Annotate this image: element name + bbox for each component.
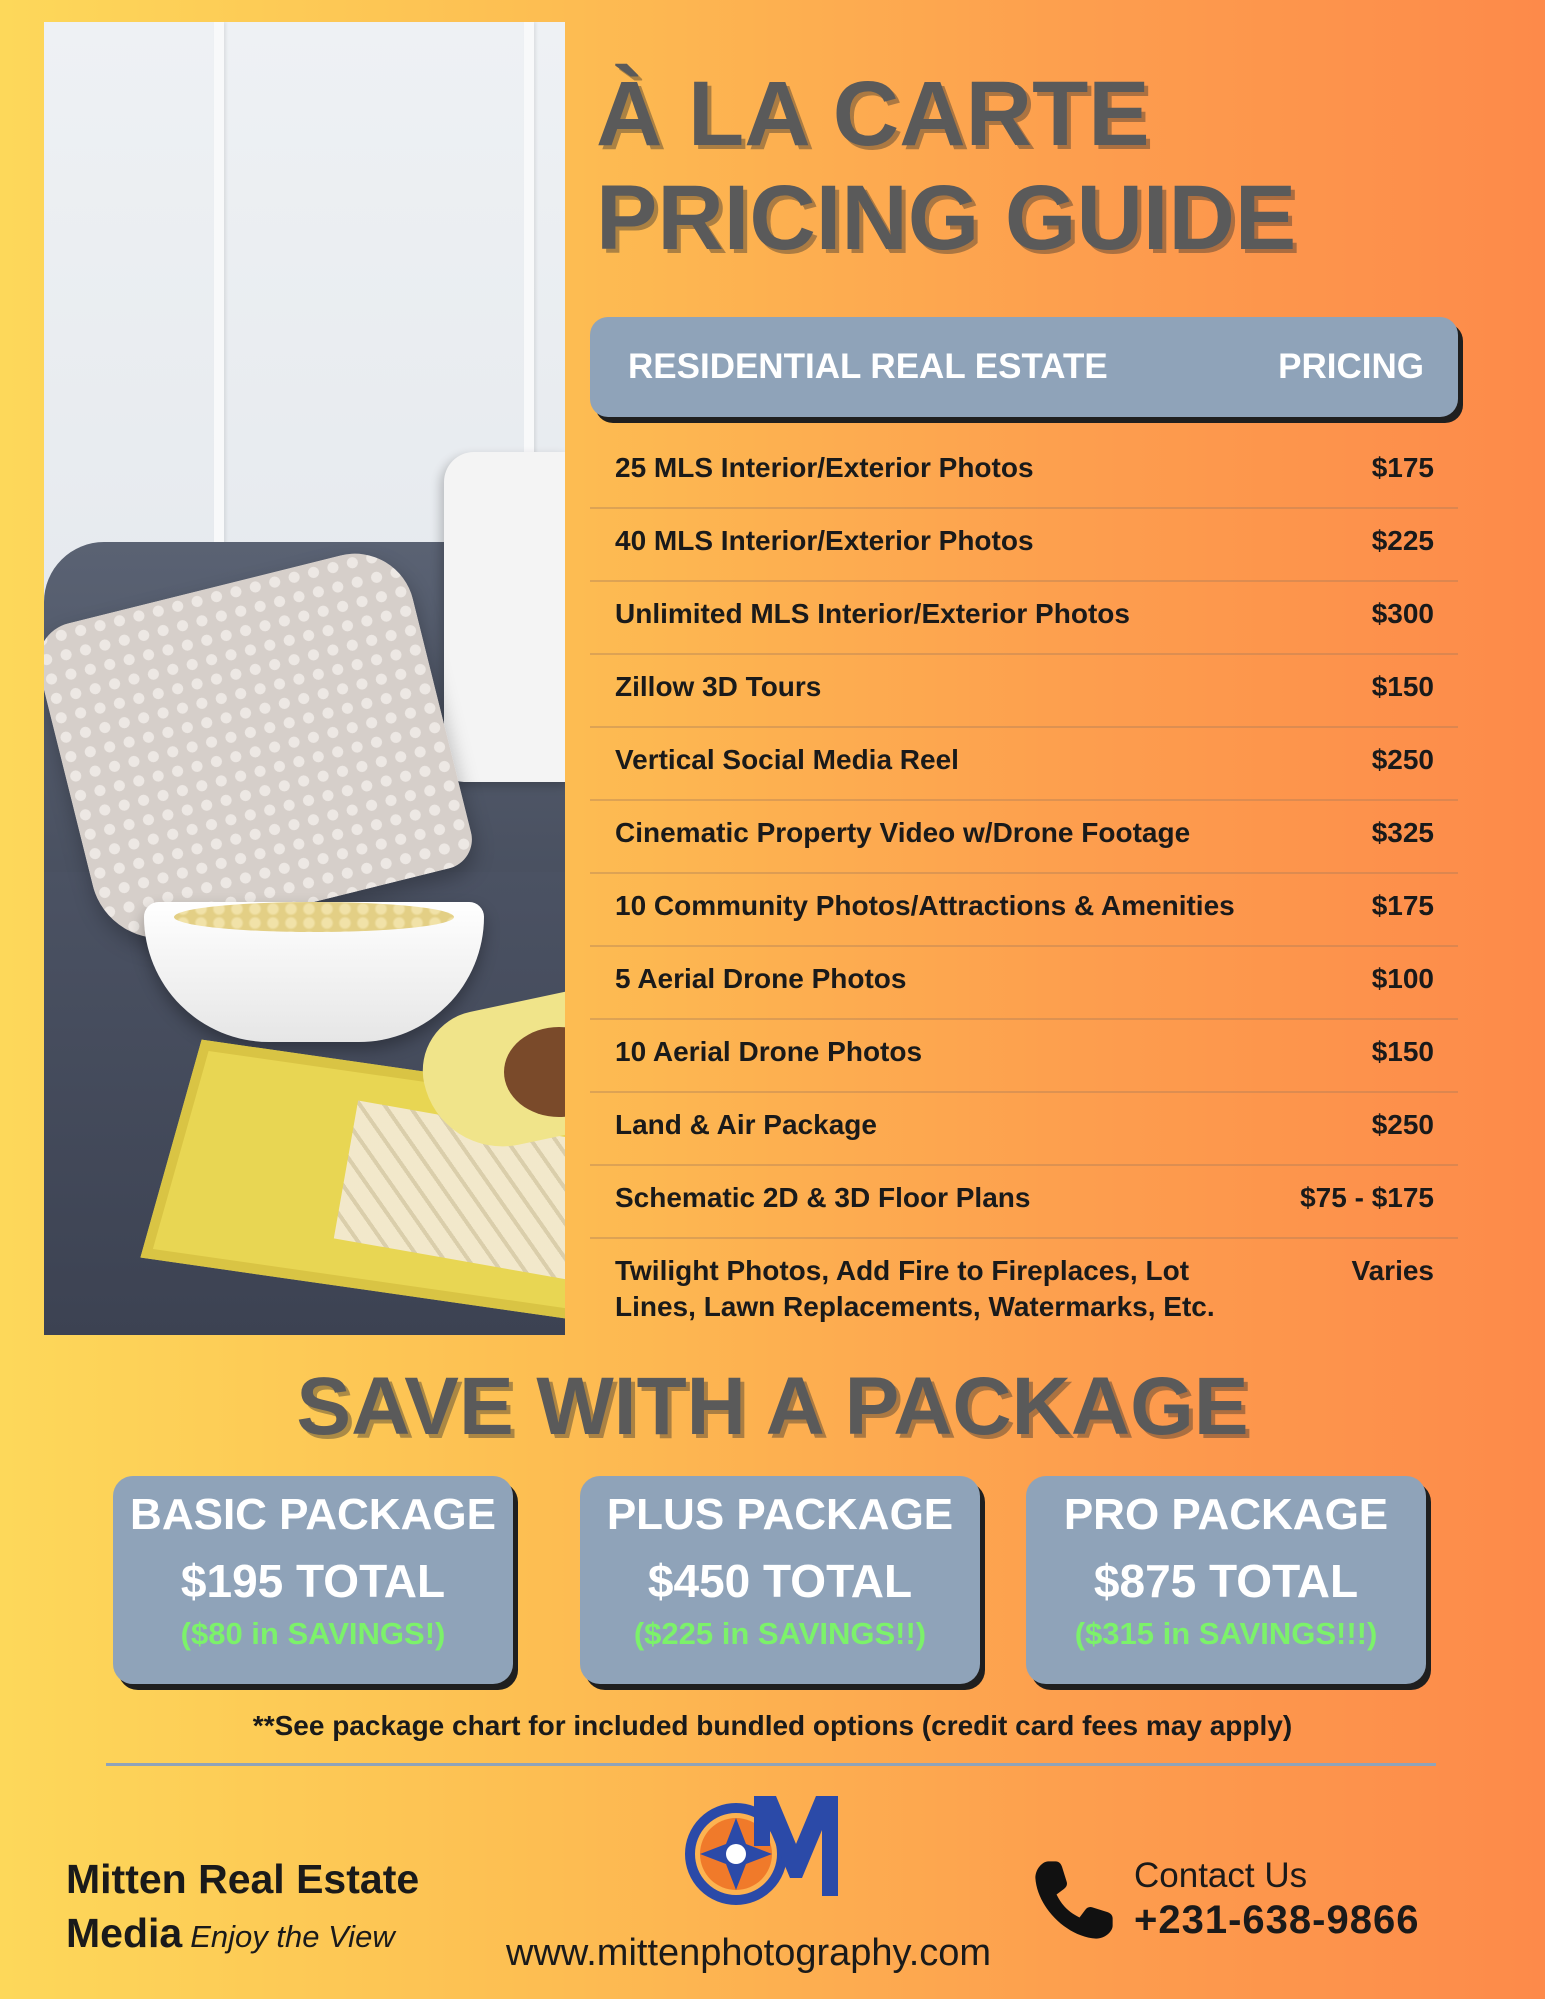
divider <box>106 1763 1436 1766</box>
service-label: Land & Air Package <box>615 1109 877 1140</box>
package-name: PRO PACKAGE <box>1063 1490 1389 1539</box>
service-label: 25 MLS Interior/Exterior Photos <box>615 452 1034 483</box>
package-total: $195 TOTAL <box>180 1555 446 1607</box>
save-heading: SAVE WITH A PACKAGE <box>296 1361 1249 1452</box>
service-label: 10 Aerial Drone Photos <box>615 1036 923 1067</box>
service-label: Vertical Social Media Reel <box>615 744 959 775</box>
pricing-table-header <box>590 317 1458 417</box>
plus-package-card <box>580 1476 980 1684</box>
table-row <box>590 947 1458 1020</box>
service-price: $75 - $175 <box>1300 1182 1434 1213</box>
camera-aperture-logo-icon <box>684 1786 856 1906</box>
title-line-1: À LA CARTE <box>596 63 1150 165</box>
service-label: Unlimited MLS Interior/Exterior Photos <box>615 598 1130 629</box>
hero-photo <box>44 22 565 1335</box>
header-pricing: PRICING <box>1278 347 1424 386</box>
service-label: 10 Community Photos/Attractions & Amenities <box>615 890 1235 921</box>
package-savings: ($315 in SAVINGS!!!) <box>1074 1616 1378 1651</box>
service-label: Twilight Photos, Add Fire to Fireplaces, Lot Lines, Lawn Replacements, Watermarks, Etc. <box>615 1255 1215 1322</box>
package-total: $875 TOTAL <box>1093 1555 1359 1607</box>
package-savings: ($225 in SAVINGS!!) <box>633 1616 927 1651</box>
table-row <box>590 801 1458 874</box>
brand-name <box>66 1852 419 1964</box>
table-row <box>590 582 1458 655</box>
package-name: BASIC PACKAGE <box>130 1490 496 1539</box>
package-total: $450 TOTAL <box>647 1555 913 1607</box>
service-price: $225 <box>1371 525 1434 556</box>
service-label: Schematic 2D & 3D Floor Plans <box>615 1182 1031 1213</box>
table-row <box>590 1093 1458 1166</box>
table-row <box>590 728 1458 801</box>
basic-package-card <box>113 1476 513 1684</box>
service-label: 5 Aerial Drone Photos <box>615 963 907 994</box>
phone-number[interactable]: +231-638-9866 <box>1134 1898 1420 1942</box>
service-price: $300 <box>1371 598 1434 629</box>
contact-label: Contact Us <box>1134 1856 1308 1895</box>
pricing-table <box>590 436 1458 1339</box>
table-row <box>590 436 1458 509</box>
package-note: **See package chart for included bundled options (credit card fees may apply) <box>252 1710 1293 1741</box>
service-price: $175 <box>1371 452 1434 483</box>
table-row <box>590 874 1458 947</box>
service-price: $150 <box>1371 671 1434 702</box>
brand-line-2: Media <box>66 1910 183 1956</box>
service-price: Varies <box>1351 1255 1434 1286</box>
package-name: PLUS PACKAGE <box>606 1490 954 1539</box>
service-label: Zillow 3D Tours <box>615 671 822 702</box>
service-price: $175 <box>1371 890 1434 921</box>
phone-icon <box>1028 1854 1120 1946</box>
service-label: 40 MLS Interior/Exterior Photos <box>615 525 1034 556</box>
table-row <box>590 1020 1458 1093</box>
pro-package-card <box>1026 1476 1426 1684</box>
service-price: $150 <box>1371 1036 1434 1067</box>
brand-line-1: Mitten Real Estate <box>66 1856 420 1902</box>
website-link[interactable]: www.mittenphotography.com <box>506 1932 992 1974</box>
table-row <box>590 1239 1458 1339</box>
table-row <box>590 1166 1458 1239</box>
service-price: $250 <box>1371 744 1434 775</box>
page-title <box>596 62 1496 270</box>
table-row <box>590 655 1458 728</box>
tagline: Enjoy the View <box>190 1919 395 1954</box>
table-row <box>590 509 1458 582</box>
service-price: $100 <box>1371 963 1434 994</box>
package-savings: ($80 in SAVINGS!) <box>180 1616 446 1651</box>
service-label: Cinematic Property Video w/Drone Footage <box>615 817 1191 848</box>
service-price: $325 <box>1371 817 1434 848</box>
service-price: $250 <box>1371 1109 1434 1140</box>
title-line-2: PRICING GUIDE <box>596 167 1297 269</box>
header-service: RESIDENTIAL REAL ESTATE <box>628 347 1108 386</box>
